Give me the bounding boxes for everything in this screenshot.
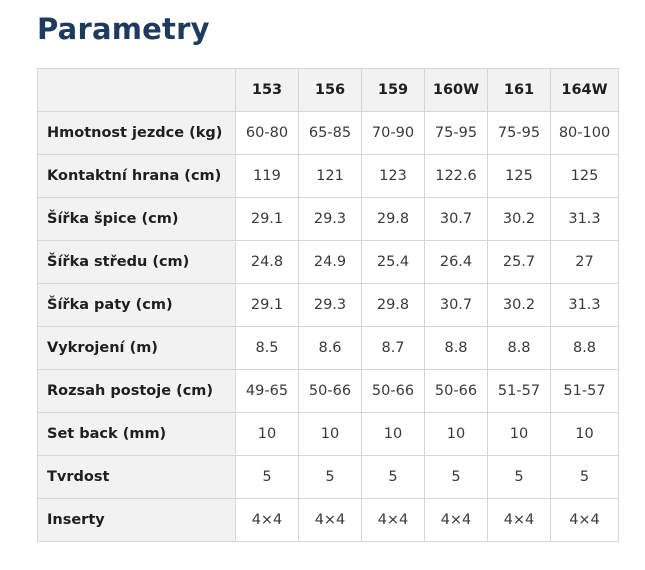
table-cell: 49-65 xyxy=(236,370,299,413)
table-cell: 75-95 xyxy=(488,112,551,155)
column-header: 159 xyxy=(362,69,425,112)
row-label: Šířka špice (cm) xyxy=(38,198,236,241)
table-cell: 8.8 xyxy=(551,327,619,370)
row-label: Šířka paty (cm) xyxy=(38,284,236,327)
table-cell: 10 xyxy=(299,413,362,456)
table-row xyxy=(38,327,619,370)
table-cell: 8.8 xyxy=(425,327,488,370)
column-header: 161 xyxy=(488,69,551,112)
column-header: 153 xyxy=(236,69,299,112)
table-header-row xyxy=(38,69,619,112)
table-cell: 5 xyxy=(299,456,362,499)
parameters-table xyxy=(37,68,619,542)
table-cell: 29.1 xyxy=(236,198,299,241)
column-header: 164W xyxy=(551,69,619,112)
table-cell: 31.3 xyxy=(551,198,619,241)
table-cell: 10 xyxy=(551,413,619,456)
table-row xyxy=(38,284,619,327)
table-cell: 5 xyxy=(362,456,425,499)
table-cell: 8.7 xyxy=(362,327,425,370)
table-cell: 60-80 xyxy=(236,112,299,155)
table-cell: 70-90 xyxy=(362,112,425,155)
table-cell: 4×4 xyxy=(425,499,488,542)
table-cell: 31.3 xyxy=(551,284,619,327)
row-label: Vykrojení (m) xyxy=(38,327,236,370)
table-cell: 30.2 xyxy=(488,284,551,327)
table-cell: 27 xyxy=(551,241,619,284)
table-cell: 10 xyxy=(488,413,551,456)
column-header: 160W xyxy=(425,69,488,112)
table-cell: 24.8 xyxy=(236,241,299,284)
table-row xyxy=(38,413,619,456)
table-cell: 8.5 xyxy=(236,327,299,370)
table-row xyxy=(38,370,619,413)
table-cell: 8.8 xyxy=(488,327,551,370)
row-label: Tvrdost xyxy=(38,456,236,499)
table-cell: 10 xyxy=(236,413,299,456)
table-row xyxy=(38,155,619,198)
row-label: Rozsah postoje (cm) xyxy=(38,370,236,413)
page-title: Parametry xyxy=(37,12,210,46)
table-body xyxy=(38,112,619,542)
table-cell: 29.8 xyxy=(362,198,425,241)
table-cell: 30.2 xyxy=(488,198,551,241)
table-cell: 121 xyxy=(299,155,362,198)
table-cell: 75-95 xyxy=(425,112,488,155)
column-header: 156 xyxy=(299,69,362,112)
table-row xyxy=(38,112,619,155)
table-row xyxy=(38,198,619,241)
table-cell: 26.4 xyxy=(425,241,488,284)
table-cell: 25.7 xyxy=(488,241,551,284)
row-label: Šířka středu (cm) xyxy=(38,241,236,284)
table-cell: 4×4 xyxy=(236,499,299,542)
table-cell: 5 xyxy=(236,456,299,499)
table-row xyxy=(38,241,619,284)
row-label: Kontaktní hrana (cm) xyxy=(38,155,236,198)
table-cell: 125 xyxy=(488,155,551,198)
table-cell: 50-66 xyxy=(299,370,362,413)
table-cell: 10 xyxy=(425,413,488,456)
table-cell: 122.6 xyxy=(425,155,488,198)
row-label: Set back (mm) xyxy=(38,413,236,456)
row-label: Hmotnost jezdce (kg) xyxy=(38,112,236,155)
table-cell: 30.7 xyxy=(425,198,488,241)
table-cell: 29.3 xyxy=(299,284,362,327)
table-cell: 125 xyxy=(551,155,619,198)
table-cell: 123 xyxy=(362,155,425,198)
table-cell: 4×4 xyxy=(299,499,362,542)
table-cell: 29.8 xyxy=(362,284,425,327)
table-cell: 5 xyxy=(488,456,551,499)
row-label: Inserty xyxy=(38,499,236,542)
table-cell: 51-57 xyxy=(551,370,619,413)
table-cell: 4×4 xyxy=(551,499,619,542)
table-cell: 25.4 xyxy=(362,241,425,284)
table-cell: 80-100 xyxy=(551,112,619,155)
table-cell: 119 xyxy=(236,155,299,198)
table-cell: 50-66 xyxy=(362,370,425,413)
table-corner-cell xyxy=(38,69,236,112)
table-cell: 4×4 xyxy=(488,499,551,542)
table-cell: 50-66 xyxy=(425,370,488,413)
table-cell: 8.6 xyxy=(299,327,362,370)
table-cell: 4×4 xyxy=(362,499,425,542)
table-cell: 5 xyxy=(425,456,488,499)
table-cell: 29.3 xyxy=(299,198,362,241)
table-cell: 51-57 xyxy=(488,370,551,413)
table-row xyxy=(38,456,619,499)
table-cell: 5 xyxy=(551,456,619,499)
table-cell: 24.9 xyxy=(299,241,362,284)
table-cell: 10 xyxy=(362,413,425,456)
table-row xyxy=(38,499,619,542)
table-cell: 29.1 xyxy=(236,284,299,327)
table-cell: 65-85 xyxy=(299,112,362,155)
table-cell: 30.7 xyxy=(425,284,488,327)
